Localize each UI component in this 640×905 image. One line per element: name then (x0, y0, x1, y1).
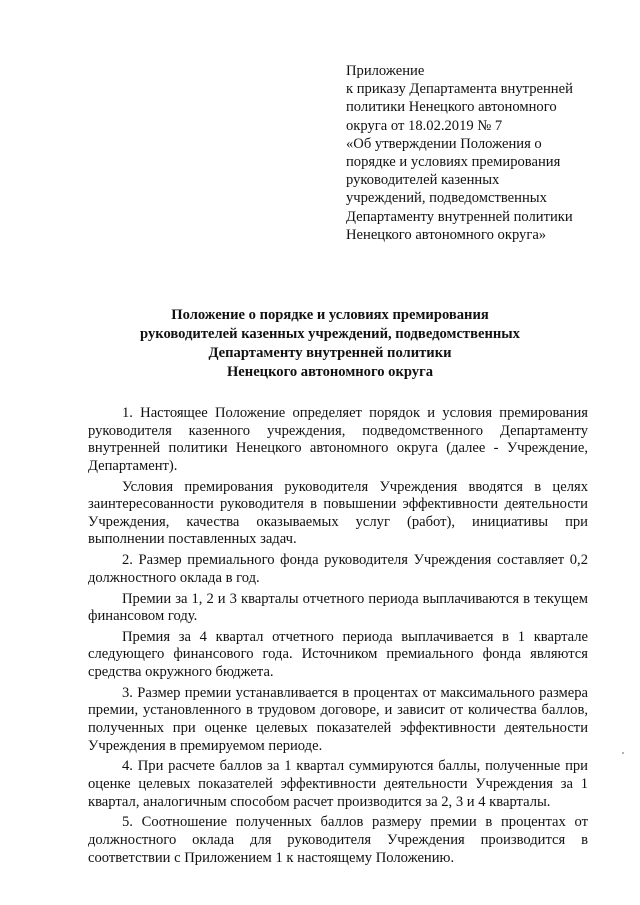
document-body (88, 405, 588, 867)
appendix-header (346, 62, 606, 244)
paragraph-3: 3. Размер премии устанавливается в процентах от максимального размера премии, установленного в трудовом договоре, и зависит от количества баллов, полученных при оценке целевых показателей эффективности деятельности Учреждения в премируемом периоде. (88, 684, 588, 754)
paragraph-4: 4. При расчете баллов за 1 квартал суммируются баллы, полученные при оценке целевых показателей эффективности деятельности Учреждения за 1 квартал, аналогичным способом расчет производится за 2, 3 и 4 кварталы. (88, 758, 588, 810)
appendix-line: Ненецкого автономного округа» (346, 226, 547, 243)
appendix-line: к приказу Департамента внутренней (346, 81, 573, 98)
paragraph-conditions: Условия премирования руководителя Учреждения вводятся в целях заинтересованности руководителя в повышении эффективности деятельности Учреждения, качества оказываемых услуг (работ), инициативы при выполнении поставленных задач. (88, 478, 588, 548)
title-line: руководителей казенных учреждений, подведомственных (140, 326, 520, 342)
paragraph-1: 1. Настоящее Положение определяет порядок и условия премирования руководителя казенного учреждения, подведомственного Департаменту внутренней политики Ненецкого автономного округа (далее - Учреждение, Департамент). (88, 405, 588, 474)
appendix-line: «Об утверждении Положения о (346, 135, 542, 152)
appendix-line: Приложение (346, 63, 425, 79)
appendix-line: политики Ненецкого автономного (346, 99, 557, 116)
appendix-line: учреждений, подведомственных (346, 190, 547, 207)
title-line: Департаменту внутренней политики (208, 345, 452, 361)
paragraph-q4: Премия за 4 квартал отчетного периода выплачивается в 1 квартале следующего финансового года. Источником премиального фонда являются средства окружного бюджета. (88, 628, 588, 681)
paragraph-2: 2. Размер премиального фонда руководителя Учреждения составляет 0,2 должностного оклада в год. (88, 552, 588, 586)
appendix-line: руководителей казенных (346, 172, 500, 189)
paragraph-5: 5. Соотношение полученных баллов размеру премии в процентах от должностного оклада для руководителя Учреждения производится в соответствии с Приложением 1 к настоящему Положению. (88, 814, 588, 866)
appendix-line: порядке и условиях премирования (346, 154, 561, 171)
paragraph-quarters: Премии за 1, 2 и 3 кварталы отчетного периода выплачиваются в текущем финансовом году. (88, 590, 588, 625)
document-title (60, 306, 600, 382)
title-line: Ненецкого автономного округа (226, 364, 434, 380)
appendix-line: округа от 18.02.2019 № 7 (346, 117, 503, 134)
title-line: Положение о порядке и условиях премирования (171, 307, 489, 323)
scan-speck (622, 752, 624, 754)
appendix-line: Департаменту внутренней политики (346, 208, 573, 225)
